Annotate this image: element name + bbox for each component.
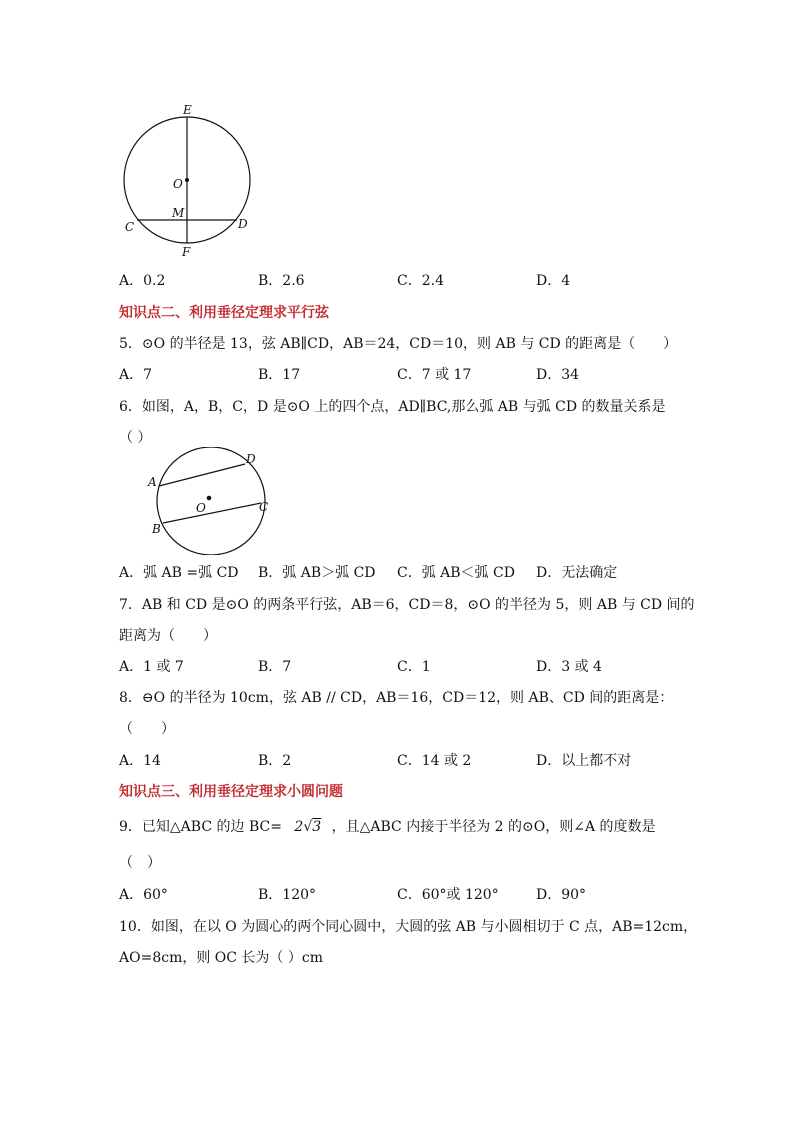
question-10-line-2: AO=8cm，则 OC 长为（ ）cm bbox=[119, 950, 323, 966]
q8-option-b: B．2 bbox=[258, 753, 292, 769]
question-7-line-1: 7．AB 和 CD 是⊙O 的两条平行弦，AB＝6，CD＝8，⊙O 的半径为 5，则 AB 与 CD 间的 bbox=[119, 597, 695, 613]
chord-bc bbox=[163, 503, 261, 523]
q8-option-d: D．以上都不对 bbox=[536, 753, 632, 769]
label-d: D bbox=[238, 217, 248, 231]
q4-option-b: B．2.6 bbox=[258, 273, 305, 289]
q6-option-b: B．弧 AB＞弧 CD bbox=[258, 565, 376, 581]
label-c: C bbox=[259, 500, 269, 514]
q8-option-a: A．14 bbox=[119, 753, 161, 769]
figure-circle-parallel-chords bbox=[140, 447, 280, 555]
label-d: D bbox=[246, 452, 256, 466]
label-b: B bbox=[152, 522, 161, 536]
question-9-line-2: （ ） bbox=[119, 855, 161, 871]
label-o: O bbox=[196, 501, 206, 515]
q7-option-b: B．7 bbox=[258, 659, 292, 675]
question-5-text: 5．⊙O 的半径是 13，弦 AB∥CD，AB＝24，CD＝10，则 AB 与 CD 的距离是（ ） bbox=[119, 336, 678, 352]
label-m: M bbox=[172, 206, 185, 220]
question-6-line-1: 6．如图，A，B，C，D 是⊙O 上的四个点，AD∥BC,那么弧 AB 与弧 CD 的数量关系是 bbox=[119, 399, 666, 415]
sqrt-radicand: 3 bbox=[312, 819, 322, 835]
label-e: E bbox=[183, 103, 192, 117]
sqrt-coefficient: 2 bbox=[294, 819, 304, 835]
q7-option-a: A．1 或 7 bbox=[119, 659, 184, 675]
question-7-line-2: 距离为（ ） bbox=[119, 628, 217, 644]
q5-option-d: D．34 bbox=[536, 367, 580, 383]
q9-option-c: C．60°或 120° bbox=[397, 887, 499, 903]
q8-option-c: C．14 或 2 bbox=[397, 753, 472, 769]
label-a: A bbox=[148, 475, 157, 489]
q6-option-c: C．弧 AB＜弧 CD bbox=[397, 565, 515, 581]
q9-option-b: B．120° bbox=[258, 887, 317, 903]
q4-option-d: D．4 bbox=[536, 273, 571, 289]
q5-option-a: A．7 bbox=[119, 367, 153, 383]
question-6-line-2: （ ） bbox=[119, 430, 152, 446]
q6-option-a: A．弧 AB =弧 CD bbox=[119, 565, 239, 581]
chord-ad bbox=[159, 464, 245, 486]
question-8-line-1: 8．⊖O 的半径为 10cm，弦 AB // CD，AB＝16，CD＝12，则 AB、CD 间的距离是： bbox=[119, 690, 674, 706]
q9-option-d: D．90° bbox=[536, 887, 587, 903]
sqrt-sign: √ bbox=[303, 819, 313, 835]
q9-option-a: A．60° bbox=[119, 887, 168, 903]
section-heading-2: 知识点二、利用垂径定理求平行弦 bbox=[119, 305, 329, 321]
q6-option-d: D．无法确定 bbox=[536, 565, 618, 581]
q4-option-a: A．0.2 bbox=[119, 273, 166, 289]
label-f: F bbox=[182, 245, 191, 259]
question-9-text-after: ，且△ABC 内接于半径为 2 的⊙O，则∠A 的度数是 bbox=[331, 819, 656, 835]
question-9-line-1 bbox=[119, 816, 656, 836]
figure-circle-ef-cd bbox=[110, 98, 260, 260]
q5-option-b: B．17 bbox=[258, 367, 301, 383]
q4-option-c: C．2.4 bbox=[397, 273, 444, 289]
center-point bbox=[207, 496, 212, 501]
question-9-text-before: 9．已知△ABC 的边 BC= bbox=[119, 819, 282, 835]
label-o: O bbox=[173, 177, 183, 191]
q7-option-c: C．1 bbox=[397, 659, 431, 675]
question-8-line-2: （ ） bbox=[119, 721, 175, 737]
q5-option-c: C．7 或 17 bbox=[397, 367, 472, 383]
question-10-line-1: 10．如图，在以 O 为圆心的两个同心圆中，大圆的弦 AB 与小圆相切于 C 点，AB=12cm， bbox=[119, 919, 698, 935]
section-heading-3: 知识点三、利用垂径定理求小圆问题 bbox=[119, 784, 343, 800]
sqrt-expression bbox=[294, 819, 325, 835]
center-point bbox=[185, 178, 189, 182]
label-c: C bbox=[125, 220, 135, 234]
q7-option-d: D．3 或 4 bbox=[536, 659, 602, 675]
